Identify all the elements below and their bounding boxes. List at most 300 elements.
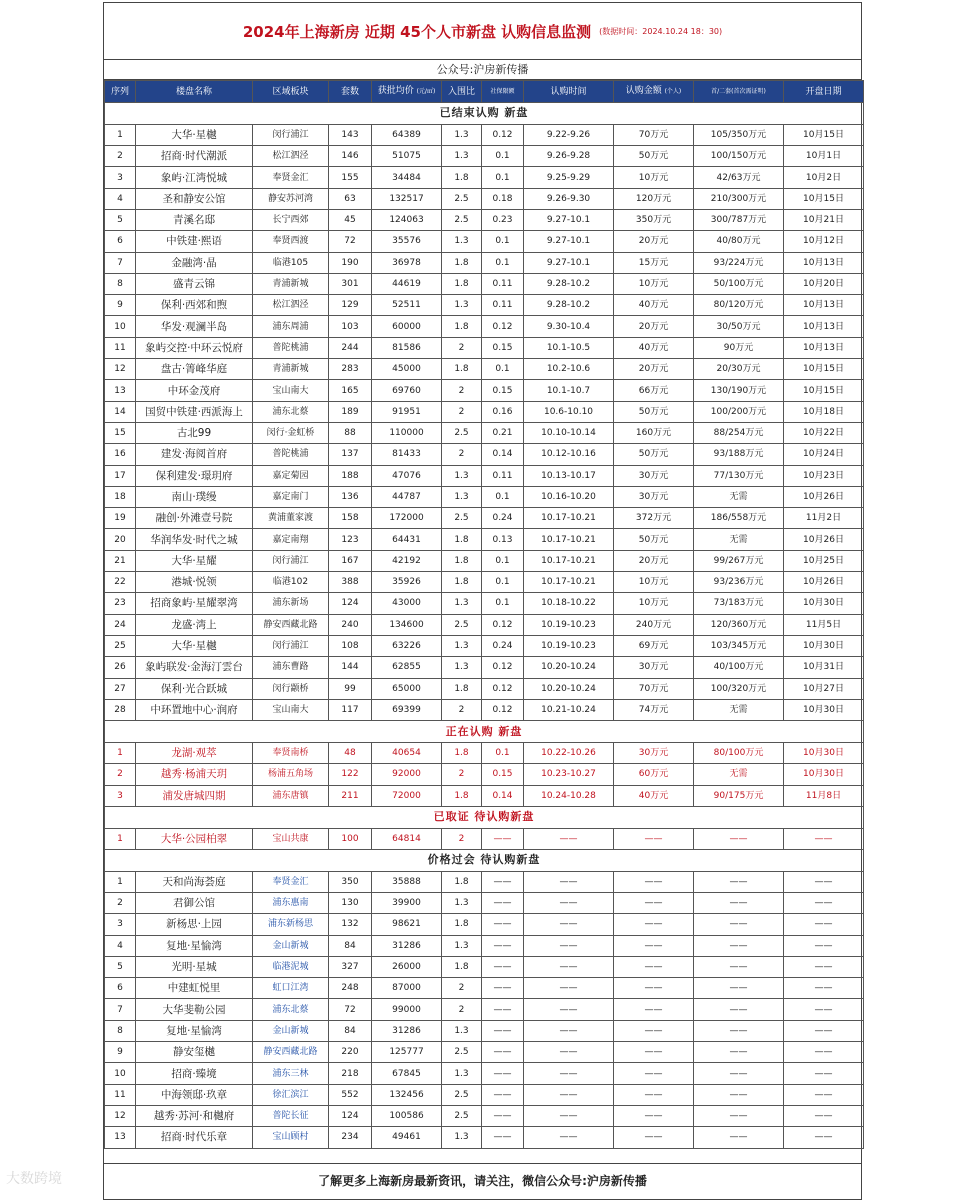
cell-social: 0.12 — [482, 657, 524, 678]
cell-area: 浦东三林 — [253, 1063, 329, 1084]
cell-name: 象屿联发·金海汀雲台 — [136, 657, 253, 678]
cell-index: 6 — [105, 231, 136, 252]
cell-name: 南山·璞缦 — [136, 486, 253, 507]
cell-ratio: 2 — [442, 380, 482, 401]
cell-amount: 70万元 — [614, 124, 694, 145]
cell-open-date: —— — [784, 1020, 864, 1041]
cell-price: 99000 — [372, 999, 442, 1020]
cell-social: —— — [482, 892, 524, 913]
cell-social: 0.15 — [482, 764, 524, 785]
cell-time: 10.17-10.21 — [524, 550, 614, 571]
cell-price: 132456 — [372, 1084, 442, 1105]
col-area: 区域板块 — [253, 81, 329, 103]
col-social: 社保限额 — [482, 81, 524, 103]
cell-index: 4 — [105, 188, 136, 209]
cell-name: 天和尚海荟庭 — [136, 871, 253, 892]
table-row — [105, 508, 864, 529]
cell-index: 26 — [105, 657, 136, 678]
table-body — [105, 103, 864, 1149]
cell-first-second: 300/787万元 — [694, 209, 784, 230]
cell-ratio: 1.3 — [442, 593, 482, 614]
cell-ratio: 2.5 — [442, 1105, 482, 1126]
cell-open-date: 10月26日 — [784, 529, 864, 550]
cell-amount: 10万元 — [614, 593, 694, 614]
cell-area: 闵行颛桥 — [253, 678, 329, 699]
cell-open-date: 10月24日 — [784, 444, 864, 465]
cell-units: 103 — [329, 316, 372, 337]
cell-units: 165 — [329, 380, 372, 401]
cell-ratio: 2 — [442, 337, 482, 358]
cell-social: 0.1 — [482, 742, 524, 763]
cell-first-second: —— — [694, 1105, 784, 1126]
cell-index: 1 — [105, 124, 136, 145]
cell-time: 10.24-10.28 — [524, 785, 614, 806]
cell-ratio: 2 — [442, 828, 482, 849]
cell-open-date: 11月8日 — [784, 785, 864, 806]
cell-units: 72 — [329, 999, 372, 1020]
cell-open-date: 10月27日 — [784, 678, 864, 699]
cell-name: 保利建发·璟玥府 — [136, 465, 253, 486]
cell-open-date: 10月12日 — [784, 231, 864, 252]
cell-area: 浦东唐镇 — [253, 785, 329, 806]
cell-open-date: 10月22日 — [784, 422, 864, 443]
section-title: 已结束认购 新盘 — [105, 103, 864, 125]
cell-area: 浦东惠南 — [253, 892, 329, 913]
cell-name: 新杨思·上园 — [136, 914, 253, 935]
table-row — [105, 785, 864, 806]
col-open-date: 开盘日期 — [784, 81, 864, 103]
cell-name: 招商·时代潮派 — [136, 146, 253, 167]
cell-price: 26000 — [372, 956, 442, 977]
cell-open-date: 10月13日 — [784, 316, 864, 337]
cell-first-second: 40/80万元 — [694, 231, 784, 252]
cell-amount: —— — [614, 956, 694, 977]
cell-area: 奉贤金汇 — [253, 167, 329, 188]
cell-ratio: 1.8 — [442, 359, 482, 380]
cell-amount: 69万元 — [614, 635, 694, 656]
cell-area: 嘉定南翔 — [253, 529, 329, 550]
cell-ratio: 1.8 — [442, 316, 482, 337]
cell-time: 10.6-10.10 — [524, 401, 614, 422]
cell-open-date: 10月23日 — [784, 465, 864, 486]
cell-amount: —— — [614, 1042, 694, 1063]
cell-amount: 240万元 — [614, 614, 694, 635]
cell-first-second: 30/50万元 — [694, 316, 784, 337]
cell-open-date: 10月30日 — [784, 635, 864, 656]
cell-first-second: 186/558万元 — [694, 508, 784, 529]
cell-index: 4 — [105, 935, 136, 956]
col-price: 获批均价 (元/㎡) — [372, 81, 442, 103]
cell-units: 189 — [329, 401, 372, 422]
cell-index: 22 — [105, 572, 136, 593]
cell-ratio: 1.3 — [442, 1020, 482, 1041]
cell-time: 10.17-10.21 — [524, 529, 614, 550]
cell-first-second: —— — [694, 871, 784, 892]
cell-units: 155 — [329, 167, 372, 188]
cell-units: 45 — [329, 209, 372, 230]
cell-time: 10.19-10.23 — [524, 635, 614, 656]
cell-first-second: 73/183万元 — [694, 593, 784, 614]
cell-time: 10.1-10.7 — [524, 380, 614, 401]
cell-index: 17 — [105, 465, 136, 486]
table-row — [105, 337, 864, 358]
cell-open-date: —— — [784, 914, 864, 935]
watermark: 大数跨境 — [6, 1171, 62, 1187]
cell-price: 124063 — [372, 209, 442, 230]
cell-social: —— — [482, 978, 524, 999]
cell-time: 9.25-9.29 — [524, 167, 614, 188]
cell-index: 2 — [105, 764, 136, 785]
table-row — [105, 380, 864, 401]
cell-price: 72000 — [372, 785, 442, 806]
cell-social: 0.11 — [482, 465, 524, 486]
cell-index: 2 — [105, 146, 136, 167]
cell-units: 218 — [329, 1063, 372, 1084]
cell-amount: 120万元 — [614, 188, 694, 209]
cell-ratio: 1.8 — [442, 550, 482, 571]
cell-name: 大华·星樾 — [136, 635, 253, 656]
cell-social: —— — [482, 1105, 524, 1126]
cell-time: 9.26-9.28 — [524, 146, 614, 167]
cell-name: 古北99 — [136, 422, 253, 443]
cell-units: 108 — [329, 635, 372, 656]
cell-social: 0.1 — [482, 593, 524, 614]
cell-index: 12 — [105, 359, 136, 380]
cell-units: 190 — [329, 252, 372, 273]
cell-ratio: 1.8 — [442, 252, 482, 273]
cell-name: 盛青云锦 — [136, 273, 253, 294]
cell-first-second: —— — [694, 935, 784, 956]
cell-price: 87000 — [372, 978, 442, 999]
table-row — [105, 465, 864, 486]
cell-area: 浦东北蔡 — [253, 999, 329, 1020]
cell-price: 60000 — [372, 316, 442, 337]
section-title: 正在认购 新盘 — [105, 721, 864, 743]
cell-social: 0.15 — [482, 337, 524, 358]
cell-social: —— — [482, 871, 524, 892]
cell-amount: 30万元 — [614, 657, 694, 678]
section-row-pending — [105, 849, 864, 871]
section-row-ongoing — [105, 721, 864, 743]
cell-time: 10.19-10.23 — [524, 614, 614, 635]
cell-price: 62855 — [372, 657, 442, 678]
cell-amount: 50万元 — [614, 146, 694, 167]
cell-index: 5 — [105, 956, 136, 977]
cell-amount: 15万元 — [614, 252, 694, 273]
cell-amount: 66万元 — [614, 380, 694, 401]
cell-open-date: 10月15日 — [784, 359, 864, 380]
cell-index: 9 — [105, 1042, 136, 1063]
cell-first-second: 无需 — [694, 486, 784, 507]
cell-time: 9.26-9.30 — [524, 188, 614, 209]
cell-amount: —— — [614, 1127, 694, 1148]
cell-units: 72 — [329, 231, 372, 252]
table-row — [105, 1127, 864, 1148]
cell-name: 华润华发·时代之城 — [136, 529, 253, 550]
cell-social: 0.24 — [482, 508, 524, 529]
cell-social: 0.12 — [482, 699, 524, 720]
col-amount: 认购金额 (个人) — [614, 81, 694, 103]
cell-index: 1 — [105, 828, 136, 849]
cell-first-second: 99/267万元 — [694, 550, 784, 571]
cell-area: 青浦新城 — [253, 273, 329, 294]
cell-open-date: 10月13日 — [784, 337, 864, 358]
cell-time: 9.22-9.26 — [524, 124, 614, 145]
cell-first-second: —— — [694, 1063, 784, 1084]
table-row — [105, 422, 864, 443]
cell-amount: 160万元 — [614, 422, 694, 443]
cell-name: 建发·海阅首府 — [136, 444, 253, 465]
cell-time: 10.22-10.26 — [524, 742, 614, 763]
cell-open-date: 10月30日 — [784, 699, 864, 720]
cell-amount: —— — [614, 914, 694, 935]
cell-name: 越秀·苏河·和樾府 — [136, 1105, 253, 1126]
cell-social: —— — [482, 1020, 524, 1041]
cell-index: 1 — [105, 742, 136, 763]
cell-units: 100 — [329, 828, 372, 849]
cell-units: 124 — [329, 1105, 372, 1126]
cell-time: —— — [524, 892, 614, 913]
cell-index: 10 — [105, 316, 136, 337]
cell-ratio: 1.3 — [442, 295, 482, 316]
cell-name: 浦发唐城四期 — [136, 785, 253, 806]
cell-time: 10.2-10.6 — [524, 359, 614, 380]
cell-open-date: —— — [784, 978, 864, 999]
cell-units: 283 — [329, 359, 372, 380]
cell-first-second: —— — [694, 956, 784, 977]
cell-price: 39900 — [372, 892, 442, 913]
cell-units: 88 — [329, 422, 372, 443]
section-title: 价格过会 待认购新盘 — [105, 849, 864, 871]
cell-time: 9.28-10.2 — [524, 295, 614, 316]
cell-social: —— — [482, 914, 524, 935]
cell-time: —— — [524, 1063, 614, 1084]
cell-time: —— — [524, 828, 614, 849]
cell-first-second: 40/100万元 — [694, 657, 784, 678]
cell-price: 35576 — [372, 231, 442, 252]
cell-price: 43000 — [372, 593, 442, 614]
cell-price: 125777 — [372, 1042, 442, 1063]
cell-amount: 74万元 — [614, 699, 694, 720]
cell-units: 350 — [329, 871, 372, 892]
cell-open-date: 10月13日 — [784, 295, 864, 316]
cell-area: 宝山共康 — [253, 828, 329, 849]
cell-price: 91951 — [372, 401, 442, 422]
cell-units: 63 — [329, 188, 372, 209]
cell-ratio: 1.8 — [442, 678, 482, 699]
cell-price: 69399 — [372, 699, 442, 720]
cell-ratio: 2 — [442, 401, 482, 422]
cell-area: 松江泗泾 — [253, 295, 329, 316]
cell-units: 122 — [329, 764, 372, 785]
cell-ratio: 1.3 — [442, 657, 482, 678]
cell-units: 137 — [329, 444, 372, 465]
cell-name: 龙盛·湾上 — [136, 614, 253, 635]
cell-open-date: 10月15日 — [784, 380, 864, 401]
cell-area: 静安苏河湾 — [253, 188, 329, 209]
cell-time: —— — [524, 1127, 614, 1148]
cell-ratio: 1.3 — [442, 1127, 482, 1148]
cell-amount: —— — [614, 999, 694, 1020]
cell-area: 松江泗泾 — [253, 146, 329, 167]
cell-time: 10.13-10.17 — [524, 465, 614, 486]
table-row — [105, 1063, 864, 1084]
table-row — [105, 871, 864, 892]
cell-time: 10.20-10.24 — [524, 678, 614, 699]
cell-ratio: 1.3 — [442, 935, 482, 956]
table-row — [105, 1105, 864, 1126]
cell-social: 0.1 — [482, 167, 524, 188]
table-row — [105, 188, 864, 209]
cell-price: 47076 — [372, 465, 442, 486]
cell-index: 3 — [105, 785, 136, 806]
cell-price: 64431 — [372, 529, 442, 550]
table-row — [105, 978, 864, 999]
cell-amount: 372万元 — [614, 508, 694, 529]
cell-open-date: 10月25日 — [784, 550, 864, 571]
cell-open-date: 10月26日 — [784, 486, 864, 507]
cell-index: 13 — [105, 380, 136, 401]
table-row — [105, 572, 864, 593]
cell-name: 保利·光合跃城 — [136, 678, 253, 699]
cell-open-date: —— — [784, 1105, 864, 1126]
table-row — [105, 892, 864, 913]
cell-first-second: 93/224万元 — [694, 252, 784, 273]
cell-open-date: 10月30日 — [784, 764, 864, 785]
col-time: 认购时间 — [524, 81, 614, 103]
cell-amount: 30万元 — [614, 486, 694, 507]
cell-index: 27 — [105, 678, 136, 699]
cell-ratio: 1.8 — [442, 785, 482, 806]
cell-ratio: 2.5 — [442, 1042, 482, 1063]
cell-ratio: 1.3 — [442, 124, 482, 145]
cell-social: 0.1 — [482, 572, 524, 593]
cell-units: 234 — [329, 1127, 372, 1148]
table-row — [105, 828, 864, 849]
cell-index: 28 — [105, 699, 136, 720]
cell-name: 中建虹悦里 — [136, 978, 253, 999]
cell-time: 10.10-10.14 — [524, 422, 614, 443]
cell-social: 0.16 — [482, 401, 524, 422]
cell-index: 3 — [105, 914, 136, 935]
cell-units: 123 — [329, 529, 372, 550]
cell-ratio: 1.3 — [442, 486, 482, 507]
table-row — [105, 1042, 864, 1063]
cell-first-second: 无需 — [694, 529, 784, 550]
section-row-finished — [105, 103, 864, 125]
table-row — [105, 999, 864, 1020]
cell-index: 8 — [105, 1020, 136, 1041]
cell-open-date: 10月26日 — [784, 572, 864, 593]
cell-social: —— — [482, 1042, 524, 1063]
cell-social: —— — [482, 999, 524, 1020]
cell-index: 11 — [105, 1084, 136, 1105]
cell-open-date: —— — [784, 999, 864, 1020]
cell-open-date: 10月15日 — [784, 124, 864, 145]
col-name: 楼盘名称 — [136, 81, 253, 103]
cell-open-date: —— — [784, 892, 864, 913]
cell-units: 158 — [329, 508, 372, 529]
cell-name: 中环金茂府 — [136, 380, 253, 401]
cell-units: 146 — [329, 146, 372, 167]
cell-units: 388 — [329, 572, 372, 593]
report-sheet — [103, 2, 862, 1200]
cell-amount: —— — [614, 1020, 694, 1041]
cell-open-date: 10月2日 — [784, 167, 864, 188]
cell-name: 复地·星愉湾 — [136, 1020, 253, 1041]
update-time: (数据时间：2024.10.24 18：30) — [599, 26, 723, 36]
cell-units: 129 — [329, 295, 372, 316]
cell-area: 金山新城 — [253, 935, 329, 956]
table-row — [105, 167, 864, 188]
cell-time: 9.30-10.4 — [524, 316, 614, 337]
cell-first-second: 50/100万元 — [694, 273, 784, 294]
cell-price: 40654 — [372, 742, 442, 763]
cell-units: 143 — [329, 124, 372, 145]
cell-units: 124 — [329, 593, 372, 614]
cell-area: 奉贤西渡 — [253, 231, 329, 252]
cell-index: 15 — [105, 422, 136, 443]
cell-index: 7 — [105, 999, 136, 1020]
cell-units: 144 — [329, 657, 372, 678]
cell-social: 0.12 — [482, 678, 524, 699]
cell-area: 宝山南大 — [253, 699, 329, 720]
cell-name: 招商·时代乐章 — [136, 1127, 253, 1148]
cell-units: 167 — [329, 550, 372, 571]
table-row — [105, 678, 864, 699]
cell-amount: 30万元 — [614, 465, 694, 486]
cell-price: 34484 — [372, 167, 442, 188]
cell-social: —— — [482, 1127, 524, 1148]
cell-price: 64389 — [372, 124, 442, 145]
cell-name: 港城·悦领 — [136, 572, 253, 593]
cell-ratio: 2.5 — [442, 508, 482, 529]
cell-ratio: 1.8 — [442, 529, 482, 550]
cell-social: 0.21 — [482, 422, 524, 443]
cell-index: 10 — [105, 1063, 136, 1084]
cell-open-date: —— — [784, 1042, 864, 1063]
cell-name: 大华·公园柏翠 — [136, 828, 253, 849]
cell-price: 100586 — [372, 1105, 442, 1126]
cell-price: 64814 — [372, 828, 442, 849]
cell-open-date: 10月30日 — [784, 742, 864, 763]
cell-first-second: 42/63万元 — [694, 167, 784, 188]
cell-area: 浦东北蔡 — [253, 401, 329, 422]
cell-index: 18 — [105, 486, 136, 507]
cell-social: 0.14 — [482, 444, 524, 465]
cell-ratio: 1.8 — [442, 572, 482, 593]
cell-social: 0.12 — [482, 614, 524, 635]
cell-open-date: 10月18日 — [784, 401, 864, 422]
subtitle-account: 公众号:沪房新传播 — [104, 60, 861, 80]
cell-price: 44619 — [372, 273, 442, 294]
cell-first-second: 100/150万元 — [694, 146, 784, 167]
cell-units: 552 — [329, 1084, 372, 1105]
cell-ratio: 1.3 — [442, 635, 482, 656]
cell-first-second: —— — [694, 999, 784, 1020]
cell-amount: —— — [614, 828, 694, 849]
cell-units: 48 — [329, 742, 372, 763]
cell-amount: —— — [614, 1105, 694, 1126]
cell-time: —— — [524, 999, 614, 1020]
footer-note: 了解更多上海新房最新资讯，请关注，微信公众号:沪房新传播 — [104, 1163, 861, 1199]
cell-index: 25 — [105, 635, 136, 656]
table-row — [105, 316, 864, 337]
cell-time: 10.21-10.24 — [524, 699, 614, 720]
cell-price: 42192 — [372, 550, 442, 571]
section-title: 已取证 待认购新盘 — [105, 806, 864, 828]
cell-social: 0.13 — [482, 529, 524, 550]
